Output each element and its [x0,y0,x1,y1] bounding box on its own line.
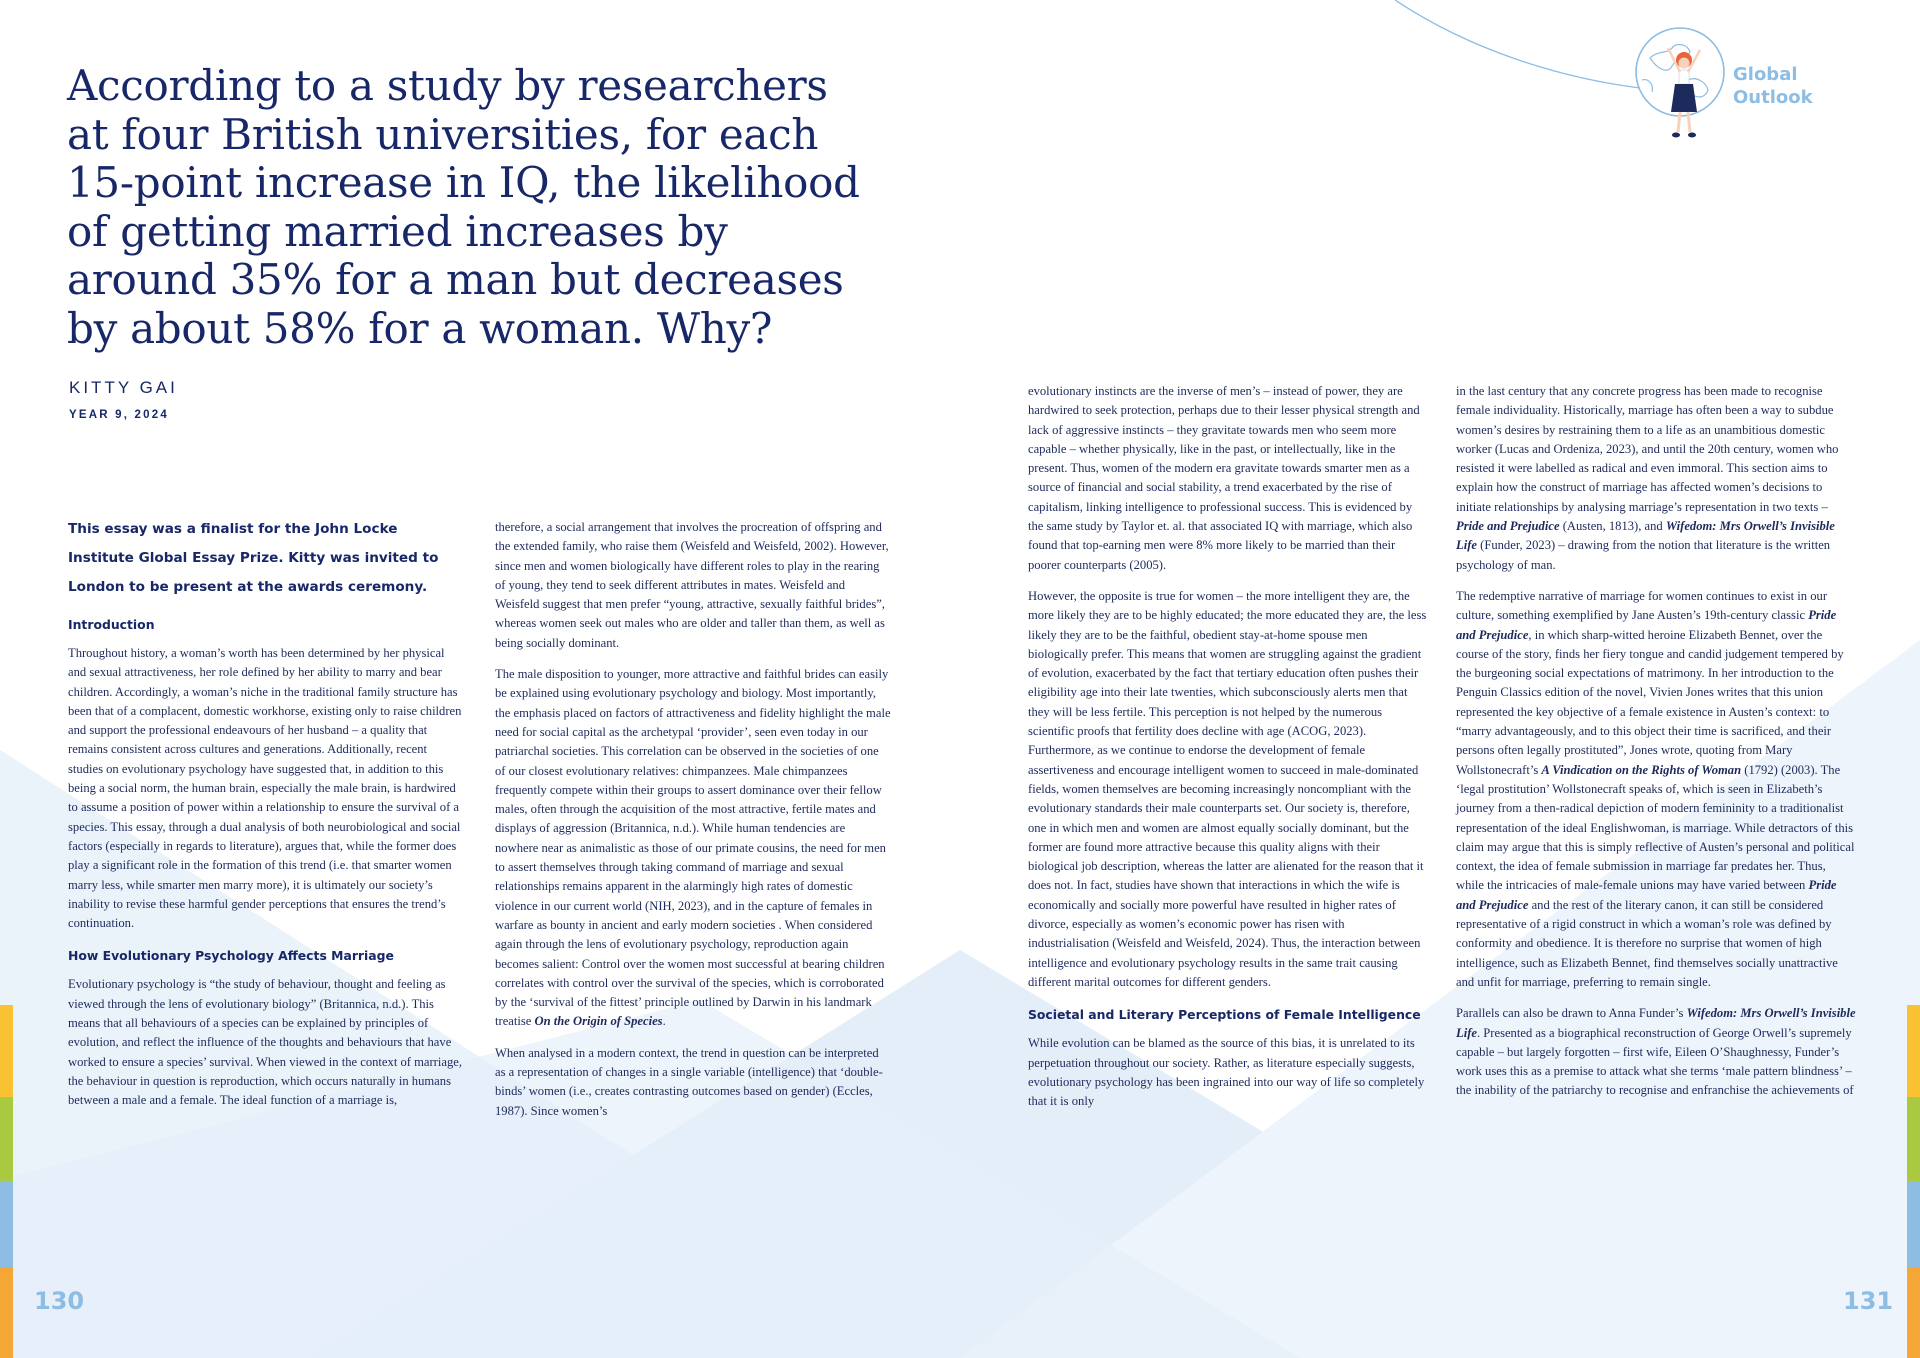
author-year: YEAR 9, 2024 [69,409,169,421]
side-strip-left-orange [0,1267,13,1358]
col4-p2-d: and the rest of the literary canon, it can still be considered representative of a rigid construct in which a woman’s role was defined by conformity and obedience. It is therefore no surprise that women of high intelligence, such as Elizabeth Bennet, find themselves socially unattractive and unfit for marriage, preferring to remain single. [1456,897,1838,989]
badge-line1: Global [1733,64,1798,85]
col4-paragraph-3 [1456,1004,1856,1100]
col3-paragraph-2: However, the opposite is true for women – the more intelligent they are, the more likely they are to be highly educated; the more educated they are, the less likely they are to be the faithful, obedient stay-at-home spouse men biologically prefer. This means that women are struggling against the gradient of evolution, exacerbated by the fact that tertiary education often pushes their eligibility age into their late twenties, which subconsciously alerts men that they will be less fertile. This perception is not helped by the numerous scientific proofs that fertility does decline with age (ACOG, 2023). Furthermore, as we continue to endorse the development of female assertiveness and encourage intelligent women to succeed in male-dominated fields, women themselves are becoming increasingly noncompliant with the evolutionary standards their male counterparts set. Our society is, therefore, one in which men and women are almost equally socially dominant, but the former are found more attractive because this quality aligns with their biological job description, whereas the latter are alienated for the reason that it does not. In fact, studies have shown that interactions in which the wife is economically and socially more powerful have resulted in higher rates of divorce, especially as women’s economic power has risen with industrialisation (Weisfeld and Weisfeld, 2024). Thus, the interaction between intelligence and evolutionary psychology results in the same trait causing different marital outcomes for different genders. [1028,588,1427,989]
side-strip-right-green [1907,1097,1920,1181]
evo-paragraph: Evolutionary psychology is “the study of behaviour, thought and feeling as viewed through the lens of evolutionary biology” (Britannica, n.d.). This means that all behaviours of a species can be explained by principles of evolution, and reflect the influence of the thoughts and behaviours that have worked to ensure a species’ survival. When viewed in the context of marriage, the behaviour in question is reproduction, which occurs naturally in humans between a male and a female. The ideal function of a marriage is, [68,977,462,1108]
col2-p2-text: The male disposition to younger, more attractive and faithful brides can easily be explained using evolutionary psychology and biology. Most importantly, the emphasis placed on factors of attractiveness and fidelity highlight the male need for social capital as the archetypal ‘provider’, seen even today in our patriarchal societies. This correlation can be observed in the societies of one of our closest evolutionary relatives: chimpanzees. Male chimpanzees frequently compete within their groups to assert dominance over their fellow males, often through the acquisition of the most attractive, fertile mates and displays of aggression (Britannica, n.d.). While human tendencies are nowhere near as animalistic as those of our primate cousins, the need for men to assert themselves through taking command of marriage and sexual relationships remains apparent in the alarmingly high rates of domestic violence in our current world (NIH, 2023), and in the capture of females in warfare as bounty in ancient and early modern societies . When considered again through the lens of evolutionary psychology, reproduction again becomes salient: Control over the women most successful at bearing children correlates with control over the survival of the species, which is corroborated by the ‘survival of the fittest’ principle outlined by Darwin in his landmark treatise [495,667,891,1029]
side-strip-left-green [0,1097,13,1181]
globe-girl-illustration-icon [1628,20,1728,160]
col4-p3-title-1: Wifedom: Mrs Orwell’s Invisible Life [1456,1006,1856,1040]
side-strip-left-blue [0,1181,13,1267]
col2-paragraph-1: therefore, a social arrangement that involves the procreation of offspring and the extended family, who raise them (Weisfeld and Weisfeld, 2002). However, since men and women biologically have different roles to play in the rearing of young, they tend to seek different attributes in mates. Weisfeld and Weisfeld suggest that men prefer “young, attractive, sexually faithful brides”, whereas women seek out males who are older and taller than them, as well as being socially dominant. [495,520,889,650]
page-number-left: 130 [34,1287,85,1315]
col4-p1-b: (Austen, 1813), and [1562,519,1663,534]
col2-p2-title: On the Origin of Species [534,1014,663,1029]
col4-paragraph-2 [1456,587,1856,992]
col4-p2-b: , in which sharp-witted heroine Elizabeth Bennet, over the course of the story, finds her fiery tongue and candid judgement tempered by the burgeoning social expectations of matrimony. In her introduction to the Penguin Classics edition of the novel, Vivien Jones writes that this union represented the key objective of a female existence in Austen’s context: to “marry advantageously, and to this object their time is sacrificed, and their persons often legally prostituted”, Jones wrote, quoting from Mary Wollstonecraft’s [1456,627,1844,777]
evo-heading: How Evolutionary Psychology Affects Marriage [68,948,394,964]
column-3 [1028,382,1428,1123]
badge-swoosh [1395,0,1640,88]
column-2 [495,518,891,1133]
col2-paragraph-3: When analysed in a modern context, the trend in question can be interpreted as a representation of changes in a single variable (intelligence) that ‘double-binds’ women (i.e., creates contrasting outcomes based on gender) (Eccles, 1987). Since women’s [495,1045,883,1118]
col4-p1-c: (Funder, 2023) – drawing from the notion that literature is the written psychology of man. [1456,538,1831,572]
side-strip-left-yellow [0,1005,13,1097]
intro-paragraph: Throughout history, a woman’s worth has been determined by her physical and sexual attractiveness, her role defined by her ability to marry and bear children. Accordingly, a woman’s niche in the traditional family structure has been that of a complacent, domestic workhorse, existing only to raise children and support the professional endeavours of her husband – a quality that remains consistent across cultures and generations. Additionally, recent studies on evolutionary psychology have suggested that, in addition to this being a social norm, the human brain, especially the male brain, is hardwired to assume a position of power within a relationship to ensure the survival of a species. This essay, through a dual analysis of both neurobiological and social factors (especially in regards to literature), argues that, while the former does play a significant role in the formation of this trend (i.e. that smarter women marry less, while smarter men marry more), it is ultimately our society’s inability to revise these harmful gender perceptions that ensures the trend’s continuation. [68,646,462,931]
col4-p1-title-2: Wifedom: Mrs Orwell’s Invisible Life [1456,519,1835,553]
col4-p2-title-1: Pride and Prejudice [1456,608,1837,642]
societal-heading: Societal and Literary Perceptions of Female Intelligence [1028,1007,1421,1023]
col4-paragraph-1 [1456,382,1856,575]
col2-paragraph-2 [495,665,891,1032]
col3-paragraph-3: While evolution can be blamed as the source of this bias, it is unrelated to its perpetuation throughout our society. Rather, as literature especially suggests, evolutionary psychology has been ingrained into our way of life so completely that it is only [1028,1036,1425,1109]
essay-title: According to a study by researchers at four British universities, for each 15-point increase in IQ, the likelihood of getting married increases by around 35% for a man but decreases by about 58% for a woman. Why? [67,61,860,353]
section-badge [1733,63,1813,109]
col4-p1-a: in the last century that any concrete progress has been made to recognise female individuality. Historically, marriage has often been a way to subdue women’s desires by restraining them to a life as an unambitious domestic worker (Lucas and Ordeniza, 2023), and until the 20th century, women who resisted it were labelled as radical and even immoral. This section aims to explain how the construct of marriage has affected women’s decisions to initiate relationships by analysing marriage’s representation in two texts – [1456,384,1839,514]
author-name: KITTY GAI [69,378,178,397]
side-strip-right-yellow [1907,1005,1920,1097]
side-strip-right-blue [1907,1181,1920,1267]
column-4 [1456,382,1856,1113]
badge-line2: Outlook [1733,87,1813,108]
col4-p2-title-2: A Vindication on the Rights of Woman [1541,762,1742,777]
side-strip-right-orange [1907,1267,1920,1358]
col4-p1-title-1: Pride and Prejudice [1456,519,1560,534]
col4-p3-a: Parallels can also be drawn to Anna Funder’s [1456,1006,1684,1021]
finalist-note: This essay was a finalist for the John Locke Institute Global Essay Prize. Kitty was invited to London to be present at the awards ceremony. [68,521,439,595]
col4-p2-c: (1792) (2003). The ‘legal prostitution’ Wollstonecraft speaks of, which is seen in Elizabeth’s journey from a then-radical depiction of modern femininity to a traditionalist representation of the ideal Englishwoman, is marriage. While detractors of this claim may argue that this is simply reflective of Austen’s personal and political context, the idea of female submission in marriage far predates her. Thus, while the intricacies of male-female unions may have varied between [1456,762,1855,893]
col4-p3-b: . Presented as a biographical reconstruction of George Orwell’s supremely capable – but largely forgotten – first wife, Eileen O’Shaughnessy, Funder’s work uses this as a premise to attack what she terms ‘male pattern blindness’ – the inability of the patriarchy to recognise and enfranchise the achievements of [1456,1025,1854,1098]
intro-heading: Introduction [68,617,155,632]
col3-paragraph-1: evolutionary instincts are the inverse of men’s – instead of power, they are hardwired to seek protection, perhaps due to their lesser physical strength and lack of aggressive instincts – they gravitate towards men who seem more capable – whether physically, like in the past, or intellectually, like in the present. Thus, women of the modern era gravitate towards smarter men as a source of financial and social stability, a trend exacerbated by the rise of capitalism, linking intelligence to professional success. This is evidenced by the same study by Taylor et. al. that associated IQ with marriage, which also found that top-earning men were 8% more likely to be married than their poorer counterparts (2005). [1028,384,1420,572]
page-number-right: 131 [1843,1287,1894,1315]
col4-p2-a: The redemptive narrative of marriage for women continues to exist in our culture, something exemplified by Jane Austen’s 19th-century classic [1456,588,1828,623]
col2-p2-end: . [662,1014,666,1029]
col4-p2-title-3: Pride and Prejudice [1456,878,1837,912]
column-1 [68,515,464,1123]
